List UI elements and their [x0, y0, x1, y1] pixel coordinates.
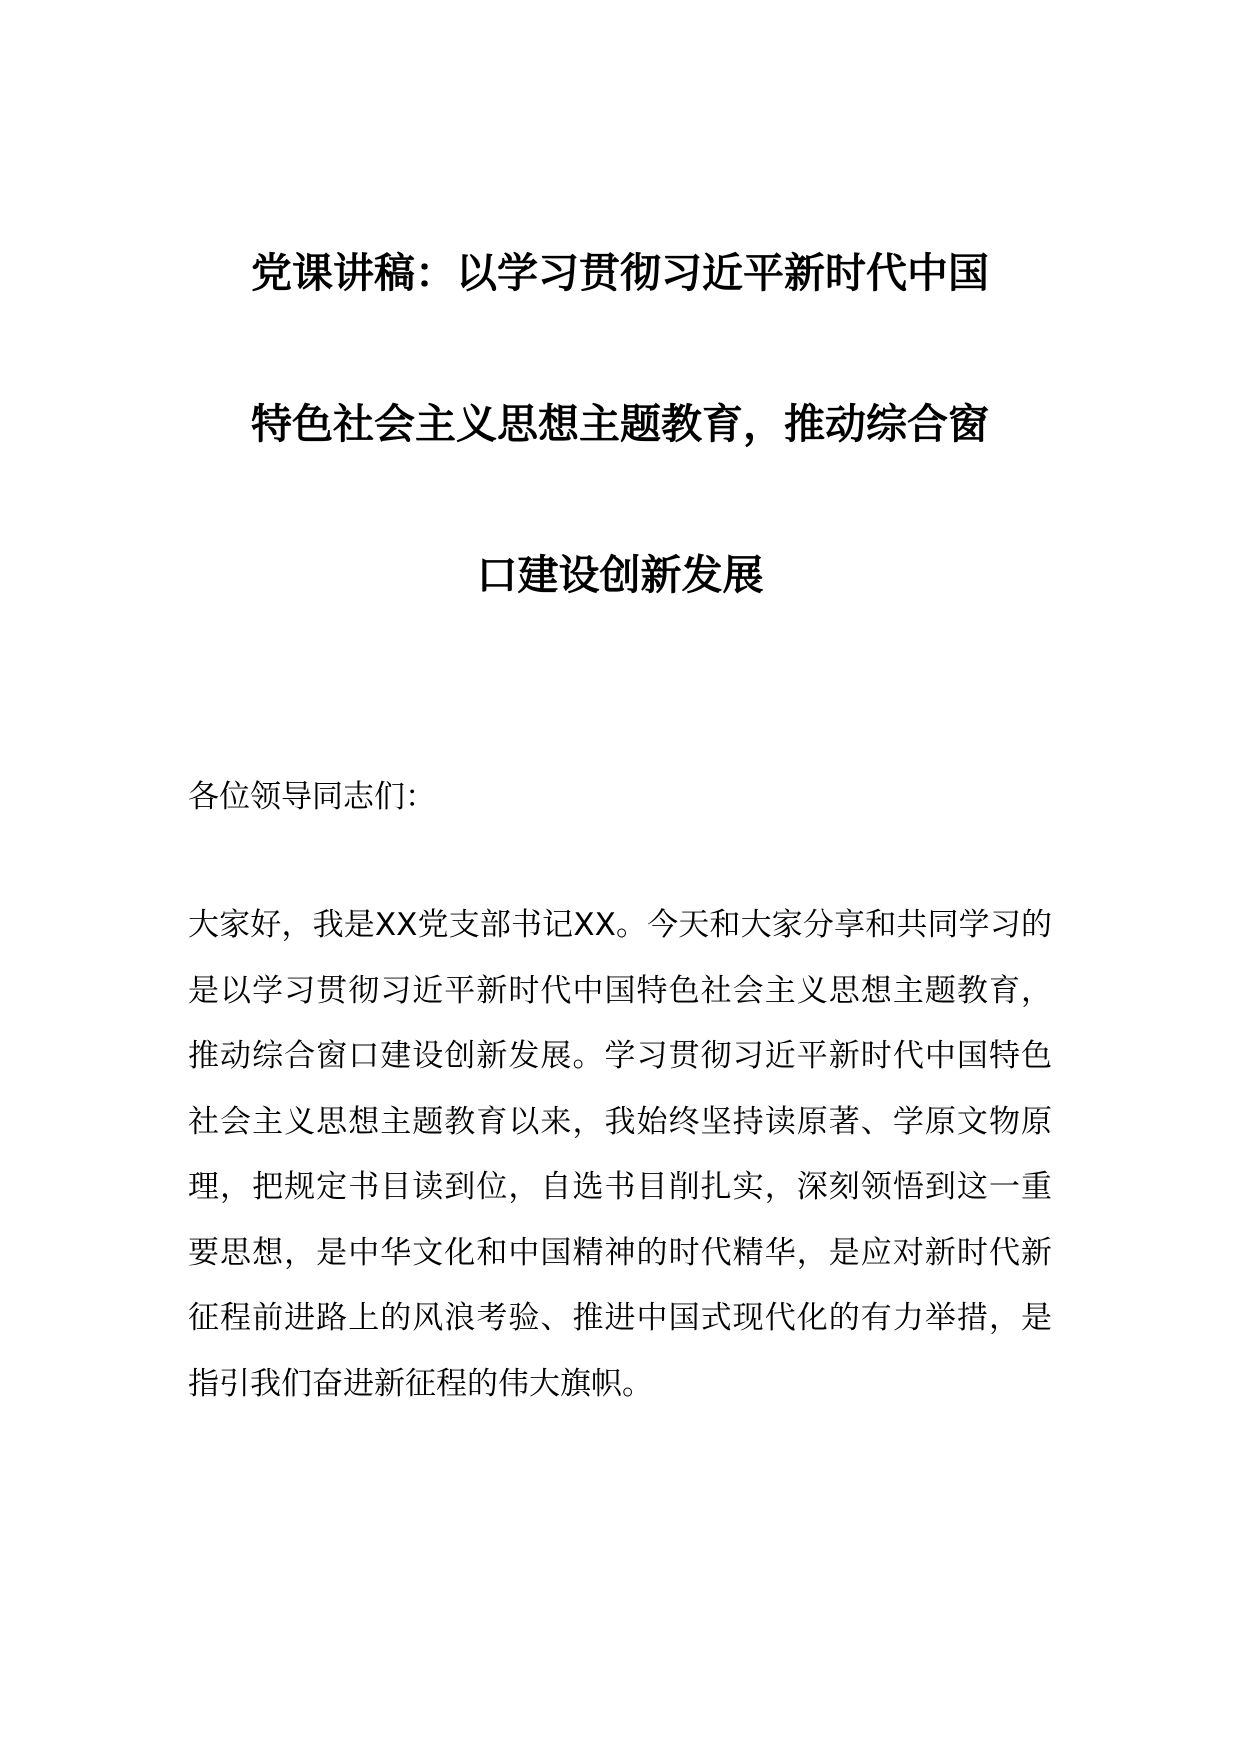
title-line-2: 特色社会主义思想主题教育，推动综合窗	[251, 400, 989, 448]
document-title	[188, 198, 1052, 651]
title-line-1: 党课讲稿：以学习贯彻习近平新时代中国	[251, 249, 989, 297]
body-paragraph: 大家好，我是XX党支部书记XX。今天和大家分享和共同学习的是以学习贯彻习近平新时代中国特色社会主义思想主题教育，推动综合窗口建设创新发展。学习贯彻习近平新时代中国特色社会主义思想主题教育以来，我始终坚持读原著、学原文物原理，把规定书目读到位，自选书目削扎实，深刻领悟到这一重要思想，是中华文化和中国精神的时代精华，是应对新时代新征程前进路上的风浪考验、推进中国式现代化的有力举措，是指引我们奋进新征程的伟大旗帜。	[188, 907, 1052, 1402]
title-line-3: 口建设创新发展	[476, 551, 764, 599]
salutation: 各位领导同志们：	[188, 779, 436, 815]
